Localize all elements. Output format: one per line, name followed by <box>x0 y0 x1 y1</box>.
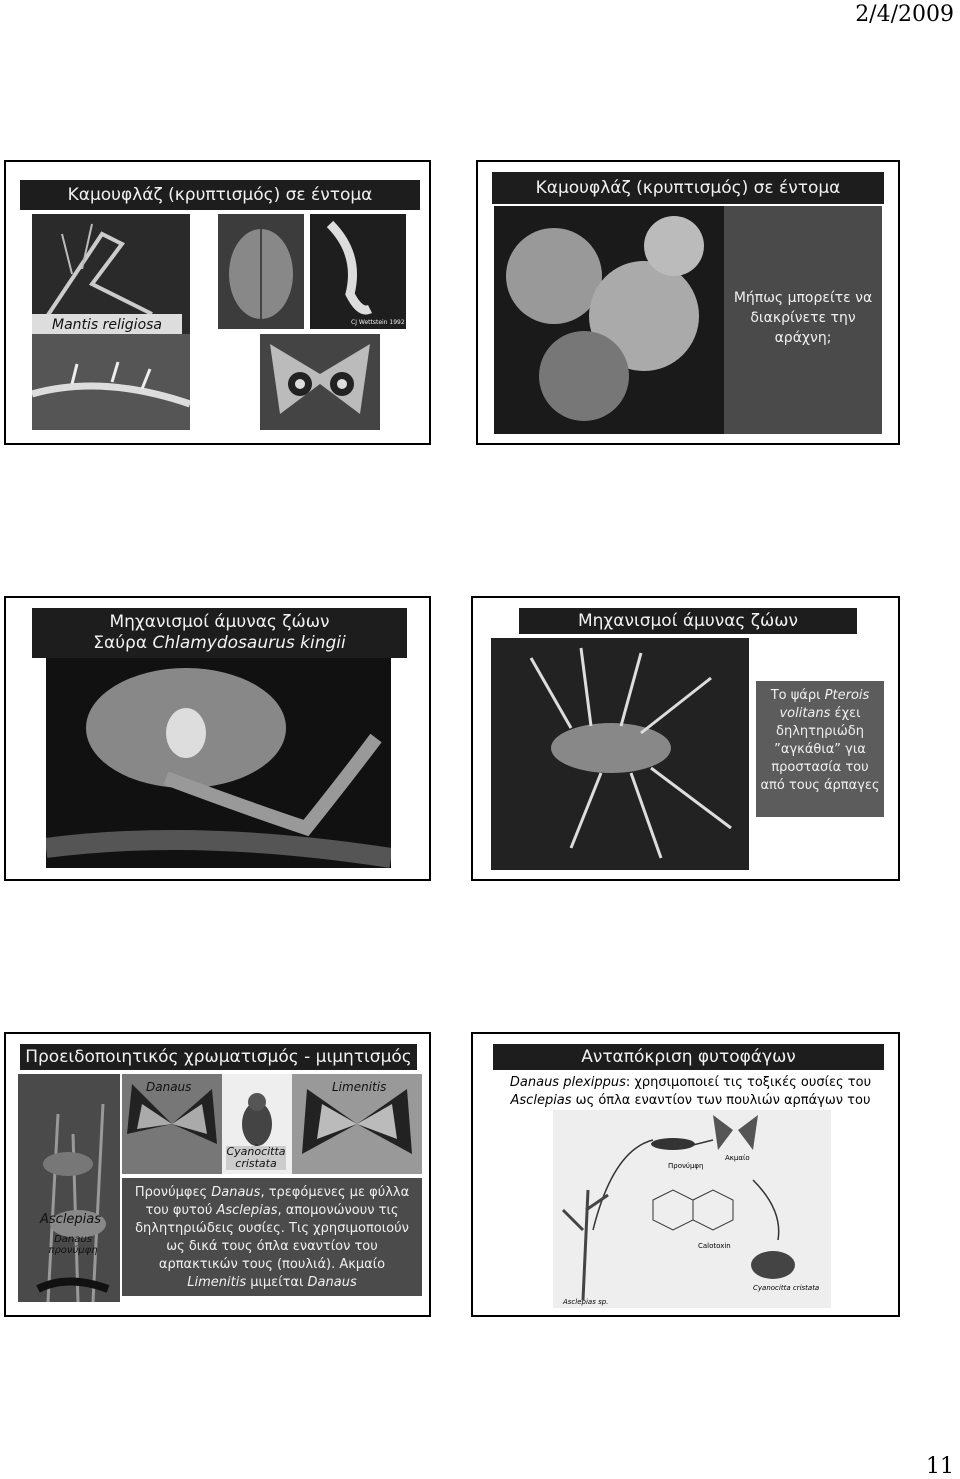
slide-defense-fish <box>471 596 900 881</box>
title-prefix: Σαύρα <box>93 633 153 653</box>
plant-text: Asclepias sp. <box>563 1298 609 1306</box>
limenitis-label: Limenitis <box>332 1080 387 1094</box>
species-name: Chlamydosaurus kingii <box>152 633 346 653</box>
warning-caption-box <box>122 1178 422 1296</box>
page-number: 11 <box>926 1454 954 1479</box>
slide-title: Προειδοποιητικός χρωματισμός - μιμητισμός <box>20 1044 417 1070</box>
butterfly-icon <box>713 1115 758 1150</box>
food-chain-diagram <box>553 1110 831 1308</box>
caption-prefix: Το ψάρι <box>770 688 825 703</box>
question-text: Μήπως μπορείτε να διακρίνετε την αράχνη; <box>733 290 873 346</box>
caption-segment: Προνύμφες <box>134 1185 212 1200</box>
slide-insect-camouflage-2 <box>476 160 900 445</box>
larva-label: Danaus προνύμφη <box>48 1234 98 1256</box>
thorn-bug-photo <box>32 334 190 430</box>
arrow-plant-larva <box>593 1140 653 1230</box>
caption-segment: μιμείται <box>246 1275 308 1290</box>
caption-segment: , απομονώνουν τις δηλητηριώδεις ουσίες. Τις χρησιμοποιούν ως δικά τους όπλα εναντίον του αρπακτικών τους (πουλιά). Ακμαίο <box>135 1203 409 1272</box>
bird-text: Cyanocitta cristata <box>753 1284 820 1292</box>
molecule-icon <box>653 1190 733 1230</box>
caption-segment: Asclepias <box>216 1203 278 1218</box>
danaus-label: Danaus <box>146 1080 192 1094</box>
date: 2/4/2009 <box>855 2 954 27</box>
species-asclepias: Asclepias <box>510 1093 572 1108</box>
slide-warning-coloration <box>4 1032 431 1317</box>
slide-insect-camouflage-1 <box>4 160 431 445</box>
caption-segment: Limenitis <box>187 1275 247 1290</box>
asclepias-photo <box>18 1074 120 1302</box>
caterpillar-photo <box>310 214 406 329</box>
slide-title: Καμουφλάζ (κρυπτισμός) σε έντομα <box>492 172 884 204</box>
larva-text: Προνύμφη <box>668 1162 704 1170</box>
title-line-2 <box>32 633 407 654</box>
fish-caption-box <box>756 681 884 817</box>
slide-title: Καμουφλάζ (κρυπτισμός) σε έντομα <box>20 180 420 210</box>
leaf-insect-photo <box>218 214 304 329</box>
slide-herbivore-response <box>471 1032 900 1317</box>
caption-segment: Danaus <box>307 1275 357 1290</box>
arrow-adult-bird <box>753 1180 779 1240</box>
question-box <box>724 206 882 434</box>
caption-segment: , τρεφόμενες με φύλλα του φυτού <box>145 1185 410 1218</box>
caption-text <box>135 1185 409 1290</box>
slide-defense-lizard <box>4 596 431 881</box>
mantis-label: Mantis religiosa <box>32 314 182 336</box>
photo-credit: CJ Wettstein 1992 <box>351 319 405 326</box>
asclepias-label: Asclepias <box>40 1212 102 1227</box>
eyespot-moth-photo <box>260 334 380 430</box>
slide-title: Ανταπόκριση φυτοφάγων <box>493 1044 884 1070</box>
text-part-1: : χρησιμοποιεί τις τοξικές ουσίες του <box>625 1075 872 1090</box>
arrow-larva-adult <box>693 1140 713 1145</box>
caption-rest: έχει δηλητηριώδη ”αγκάθια” για προστασία του από τους άρπαγες <box>760 706 880 793</box>
toxin-text: Calotoxin <box>698 1242 731 1250</box>
caption-species: Pterois volitans <box>779 688 870 721</box>
slide-title <box>32 608 407 658</box>
text-part-2: ως όπλα εναντίον των πουλιών αρπάγων του <box>571 1093 871 1108</box>
bird-label: Cyanocitta cristata <box>226 1145 286 1170</box>
food-chain-svg <box>553 1110 831 1308</box>
lionfish-photo <box>491 638 749 870</box>
lichen-spider-photo <box>494 206 724 434</box>
title-line-1: Μηχανισμοί άμυνας ζώων <box>109 612 330 632</box>
larva-icon <box>651 1138 695 1150</box>
plant-icon <box>563 1190 608 1300</box>
adult-text: Ακμαίο <box>725 1154 750 1162</box>
species-danaus: Danaus plexippus <box>509 1075 626 1090</box>
frilled-lizard-photo <box>46 658 391 868</box>
slide-title: Μηχανισμοί άμυνας ζώων <box>519 608 857 634</box>
slide-text <box>493 1074 888 1110</box>
bird-icon <box>751 1251 795 1279</box>
caption-segment: Danaus <box>211 1185 261 1200</box>
